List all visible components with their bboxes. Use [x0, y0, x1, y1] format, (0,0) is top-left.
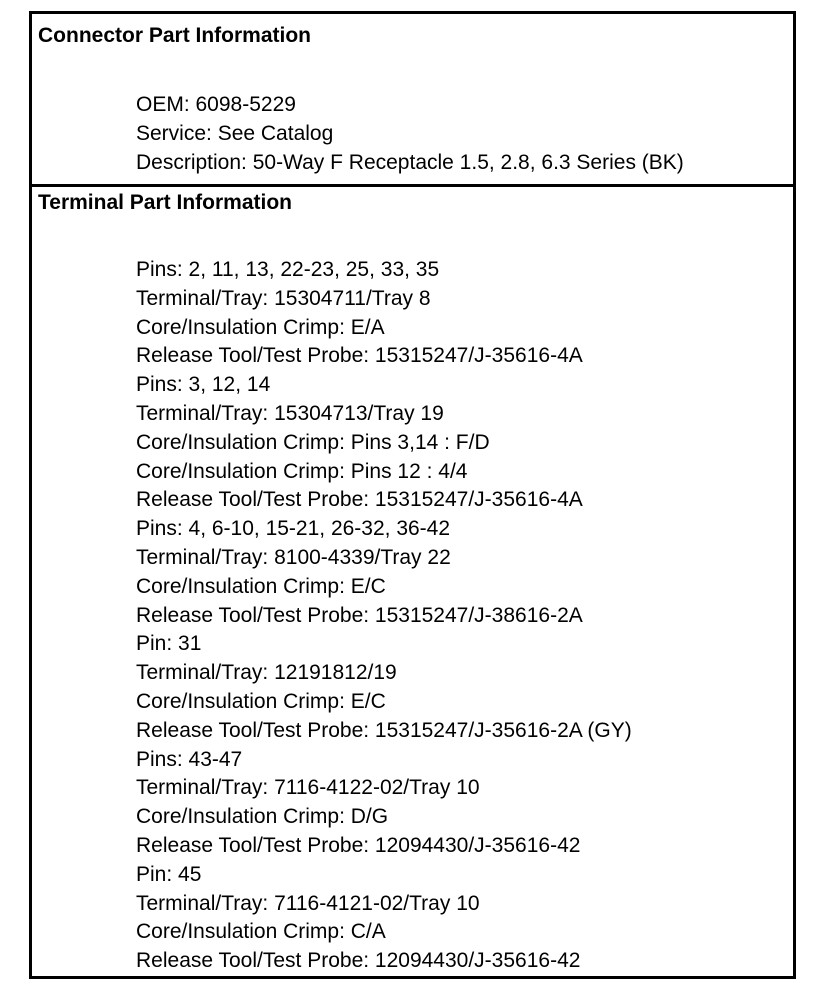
terminal-line: Release Tool/Test Probe: 15315247/J-35616-4A	[136, 488, 583, 512]
terminal-line: Pin: 31	[136, 632, 202, 656]
terminal-line: Pins: 3, 12, 14	[136, 373, 271, 397]
terminal-line: Release Tool/Test Probe: 15315247/J-38616-2A	[136, 603, 583, 627]
terminal-line: Core/Insulation Crimp: Pins 12 : 4/4	[136, 459, 468, 483]
terminal-line: Terminal/Tray: 8100-4339/Tray 22	[136, 545, 451, 569]
terminal-line: Release Tool/Test Probe: 15315247/J-35616-4A	[136, 344, 583, 368]
terminal-line: Terminal/Tray: 15304711/Tray 8	[136, 286, 431, 310]
terminal-heading: Terminal Part Information	[38, 191, 292, 214]
terminal-line: Pins: 43-47	[136, 747, 243, 771]
connector-oem: OEM: 6098-5229	[136, 93, 296, 116]
terminal-line: Terminal/Tray: 7116-4122-02/Tray 10	[136, 776, 480, 800]
terminal-line: Core/Insulation Crimp: E/C	[136, 574, 386, 598]
terminal-line: Release Tool/Test Probe: 12094430/J-35616-42	[136, 833, 581, 857]
terminal-line: Pin: 45	[136, 862, 202, 886]
connector-heading: Connector Part Information	[38, 24, 312, 47]
terminal-line: Core/Insulation Crimp: Pins 3,14 : F/D	[136, 430, 490, 454]
terminal-line: Terminal/Tray: 7116-4121-02/Tray 10	[136, 891, 480, 915]
terminal-line: Core/Insulation Crimp: E/A	[136, 315, 385, 339]
terminal-line: Pins: 4, 6-10, 15-21, 26-32, 36-42	[136, 517, 451, 541]
connector-service: Service: See Catalog	[136, 121, 334, 145]
terminal-line: Release Tool/Test Probe: 12094430/J-35616-42	[136, 949, 581, 973]
connector-details	[136, 91, 684, 177]
terminal-line: Pins: 2, 11, 13, 22-23, 25, 33, 35	[136, 258, 440, 281]
terminal-section	[32, 187, 793, 976]
connector-section	[32, 14, 793, 187]
connector-description: Description: 50-Way F Receptacle 1.5, 2.8, 6.3 Series (BK)	[136, 150, 684, 174]
info-table	[29, 11, 796, 979]
terminal-line: Core/Insulation Crimp: E/C	[136, 689, 386, 713]
terminal-line: Release Tool/Test Probe: 15315247/J-35616-2A (GY)	[136, 718, 632, 742]
terminal-line: Terminal/Tray: 12191812/19	[136, 661, 397, 685]
terminal-line: Core/Insulation Crimp: D/G	[136, 805, 389, 829]
terminal-line: Core/Insulation Crimp: C/A	[136, 920, 386, 944]
terminal-details	[136, 256, 632, 976]
terminal-line: Terminal/Tray: 15304713/Tray 19	[136, 401, 444, 425]
